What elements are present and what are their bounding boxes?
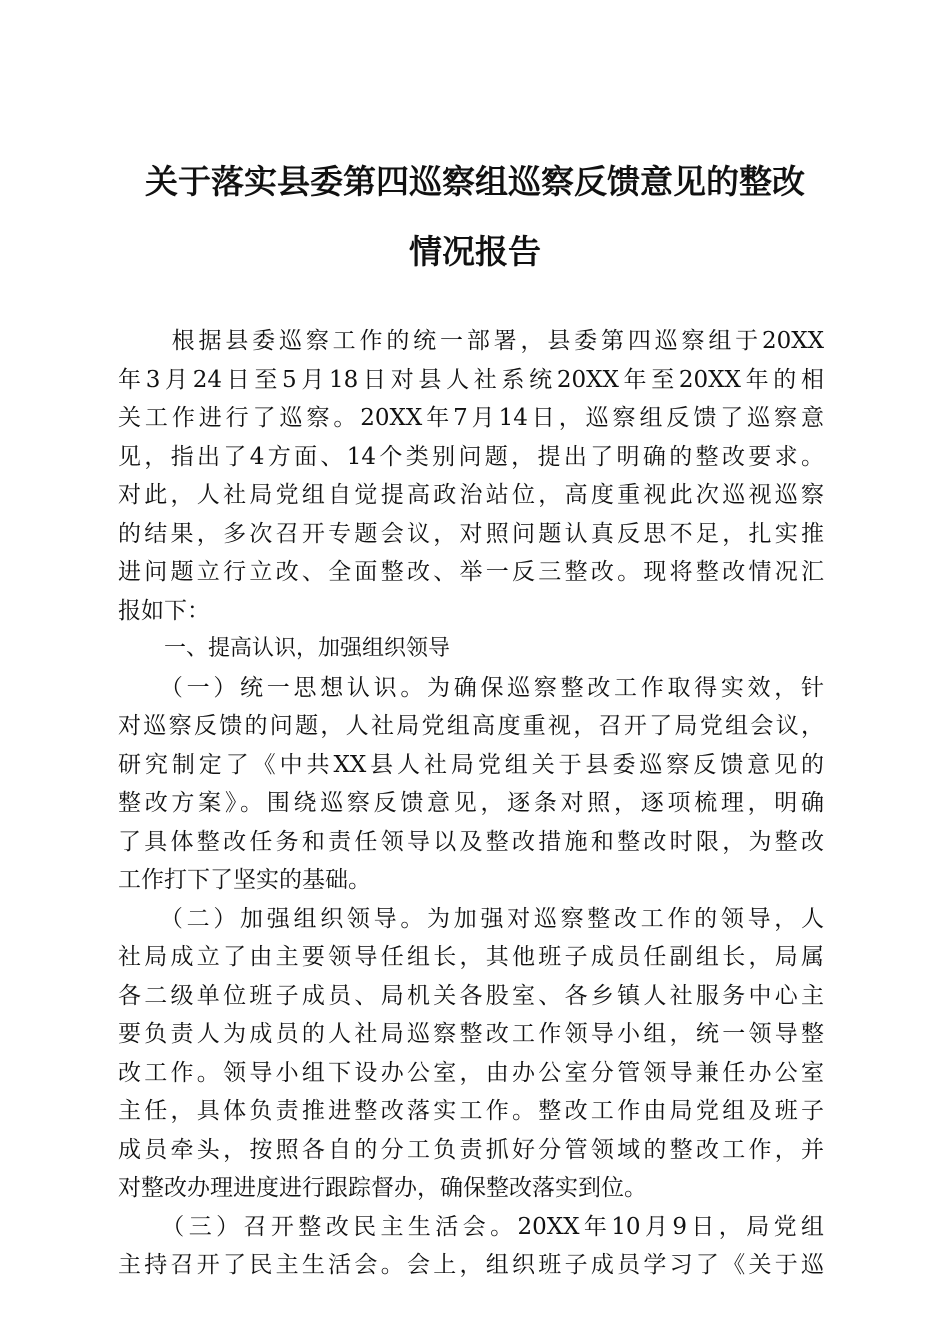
body-line-19: 要负责人为成员的人社局巡察整改工作领导小组，统一领导整 bbox=[118, 1021, 824, 1047]
body-line-12: 研究制定了《中共XX县人社局党组关于县委巡察反馈意见的 bbox=[118, 751, 824, 778]
body-line-13: 整改方案》。围绕巡察反馈意见，逐条对照，逐项梳理，明确 bbox=[118, 790, 824, 816]
body-line-7: 进问题立行立改、全面整改、举一反三整改。现将整改情况汇 bbox=[118, 559, 824, 585]
body-line-5: 对此，人社局党组自觉提高政治站位，高度重视此次巡视巡察 bbox=[118, 482, 824, 508]
body-line-20: 改工作。领导小组下设办公室，由办公室分管领导兼任办公室 bbox=[118, 1059, 824, 1086]
body-line-15: 工作打下了坚实的基础。 bbox=[118, 867, 371, 893]
body-line-16: （二）加强组织领导。为加强对巡察整改工作的领导，人 bbox=[118, 905, 824, 932]
body-line-11: 对巡察反馈的问题，人社局党组高度重视，召开了局党组会议， bbox=[118, 713, 824, 739]
body-line-23: 对整改办理进度进行跟踪督办，确保整改落实到位。 bbox=[118, 1175, 647, 1201]
document-body bbox=[118, 322, 824, 1285]
body-line-10: （一）统一思想认识。为确保巡察整改工作取得实效，针 bbox=[118, 674, 824, 701]
body-line-3: 关工作进行了巡察。20XX年7月14日，巡察组反馈了巡察意 bbox=[118, 405, 824, 431]
body-line-4: 见，指出了4方面、14个类别问题，提出了明确的整改要求。 bbox=[118, 443, 824, 470]
body-line-18: 各二级单位班子成员、局机关各股室、各乡镇人社服务中心主 bbox=[118, 982, 824, 1009]
body-line-8: 报如下： bbox=[118, 597, 210, 624]
body-line-6: 的结果，多次召开专题会议，对照问题认真反思不足，扎实推 bbox=[118, 520, 824, 547]
body-line-2: 年3月24日至5月18日对县人社系统20XX年至20XX年的相 bbox=[118, 366, 824, 393]
body-line-24: （三）召开整改民主生活会。20XX年10月9日，局党组 bbox=[118, 1213, 824, 1240]
section-heading-1: 一、提高认识，加强组织领导 bbox=[164, 636, 451, 661]
body-line-25: 主持召开了民主生活会。会上，组织班子成员学习了《关于巡 bbox=[118, 1252, 824, 1278]
body-line-14: 了具体整改任务和责任领导以及整改措施和整改时限，为整改 bbox=[118, 828, 824, 855]
document-title-line-1: 关于落实县委第四巡察组巡察反馈意见的整改 bbox=[145, 162, 805, 201]
body-line-22: 成员牵头，按照各自的分工负责抓好分管领域的整改工作，并 bbox=[118, 1136, 824, 1163]
body-line-1: 根据县委巡察工作的统一部署，县委第四巡察组于20XX bbox=[118, 328, 824, 354]
document-title-line-2: 情况报告 bbox=[409, 232, 541, 271]
body-line-17: 社局成立了由主要领导任组长，其他班子成员任副组长，局属 bbox=[118, 944, 824, 970]
body-line-21: 主任，具体负责推进整改落实工作。整改工作由局党组及班子 bbox=[118, 1098, 824, 1124]
